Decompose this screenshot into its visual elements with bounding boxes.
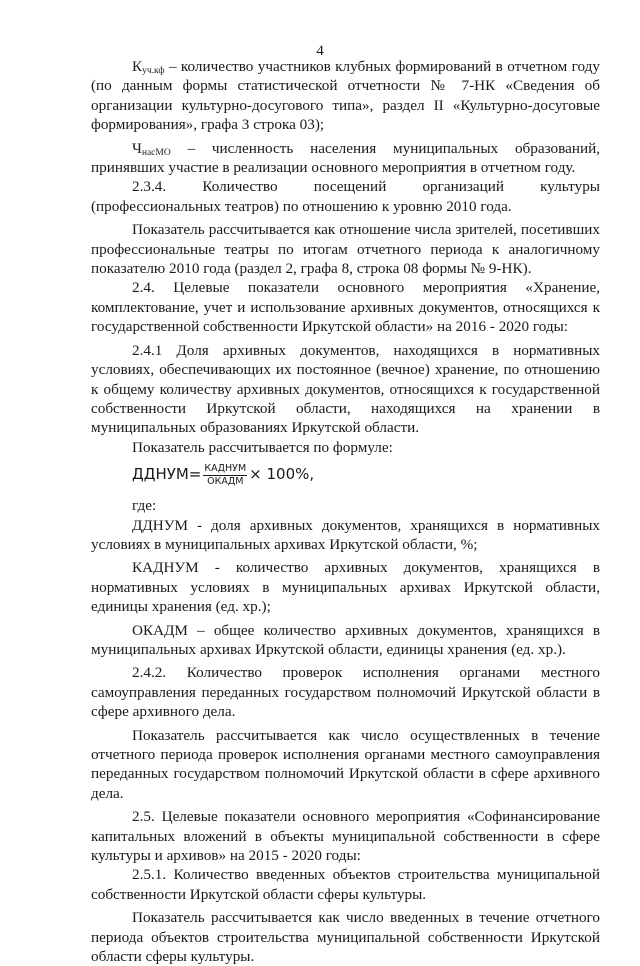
definition-kadnum: КАДНУМ - количество архивных документов, хранящихся в нормативных условиях в муниципальных архивах Иркутской области, единицы хранения (ед. хр.); (91, 559, 600, 616)
definition-ch-nas-mo (91, 139, 600, 178)
symbol-ch-subscript: насМО (141, 147, 171, 158)
definition-k-uch-kf (91, 57, 600, 135)
symbol-k-subscript: уч.кф (142, 66, 165, 76)
document-body (91, 57, 600, 966)
section-2-5: 2.5. Целевые показатели основного мероприятия «Софинансирование капитальных вложений в объекты муниципальной собственности в сфере культуры и архивов» на 2015 - 2020 годы: (91, 808, 600, 865)
paragraph-where: где: (132, 497, 157, 515)
formula-denominator: ОКАДМ (207, 475, 244, 487)
symbol-ch: Ч (132, 139, 142, 157)
paragraph-inspections-calculation: Показатель рассчитывается как число осуществленных в течение отчетного периода проверок исполнения органами местного самоуправления переданных государством полномочий Иркутской области в сфере архивного дела. (91, 726, 600, 802)
section-2-5-1: 2.5.1. Количество введенных объектов строительства муниципальной собственности Иркутской области сферы культуры. (91, 866, 600, 903)
definition-ch-text: – численность населения муниципальных образований, принявших участие в реализации основного мероприятия в отчетном году. (91, 139, 600, 177)
definition-ddnum: ДДНУМ - доля архивных документов, хранящихся в нормативных условиях в муниципальных архивах Иркутской области, %; (91, 516, 600, 553)
paragraph-objects-calculation: Показатель рассчитывается как число введенных в течение отчетного периода объектов строительства муниципальной собственности Иркутской области сферы культуры. (91, 909, 600, 966)
formula-lhs: ДДНУМ= (132, 465, 202, 484)
symbol-k: К (132, 58, 143, 75)
page-number: 4 (316, 42, 324, 59)
paragraph-theatre-calculation: Показатель рассчитывается как отношение числа зрителей, посетивших профессиональные театры по итогам отчетного периода к аналогичному показателю 2010 года (раздел 2, графа 8, строка 08 формы № 9-НК). (91, 221, 600, 278)
section-2-4-2: 2.4.2. Количество проверок исполнения органами местного самоуправления переданных государством полномочий Иркутской области в сфере архивного дела. (91, 664, 600, 721)
formula-rhs: × 100%, (249, 465, 315, 484)
section-2-4: 2.4. Целевые показатели основного мероприятия «Хранение, комплектование, учет и использование архивных документов, относящихся к государственной собственности Иркутской области» на 2016 - 2020 годы: (91, 279, 600, 336)
section-2-3-4: 2.3.4. Количество посещений организаций культуры (профессиональных театров) по отношению к уровню 2010 года. (91, 178, 600, 215)
section-2-4-1: 2.4.1 Доля архивных документов, находящихся в нормативных условиях, обеспечивающих их постоянное (вечное) хранение, по отношению к общему количеству архивных документов, относящихся к государственной собственности Иркутской области, находящихся на хранении в муниципальных образованиях Иркутской области. (91, 341, 600, 437)
formula-fraction (203, 463, 247, 488)
definition-okadm: ОКАДМ – общее количество архивных документов, хранящихся в муниципальных архивах Иркутской области, единицы хранения (ед. хр.). (91, 621, 600, 658)
formula-ddnum (132, 457, 600, 493)
paragraph-formula-intro: Показатель рассчитывается по формуле: (132, 438, 393, 456)
definition-k-text: – количество участников клубных формирований в отчетном году (по данным формы статистической отчетности № 7-НК «Сведения об организации культурно-досугового типа», раздел II «Культурно-досуговые формирования», графа 3 строка 03); (91, 58, 600, 134)
formula-numerator: КАДНУМ (204, 462, 247, 474)
